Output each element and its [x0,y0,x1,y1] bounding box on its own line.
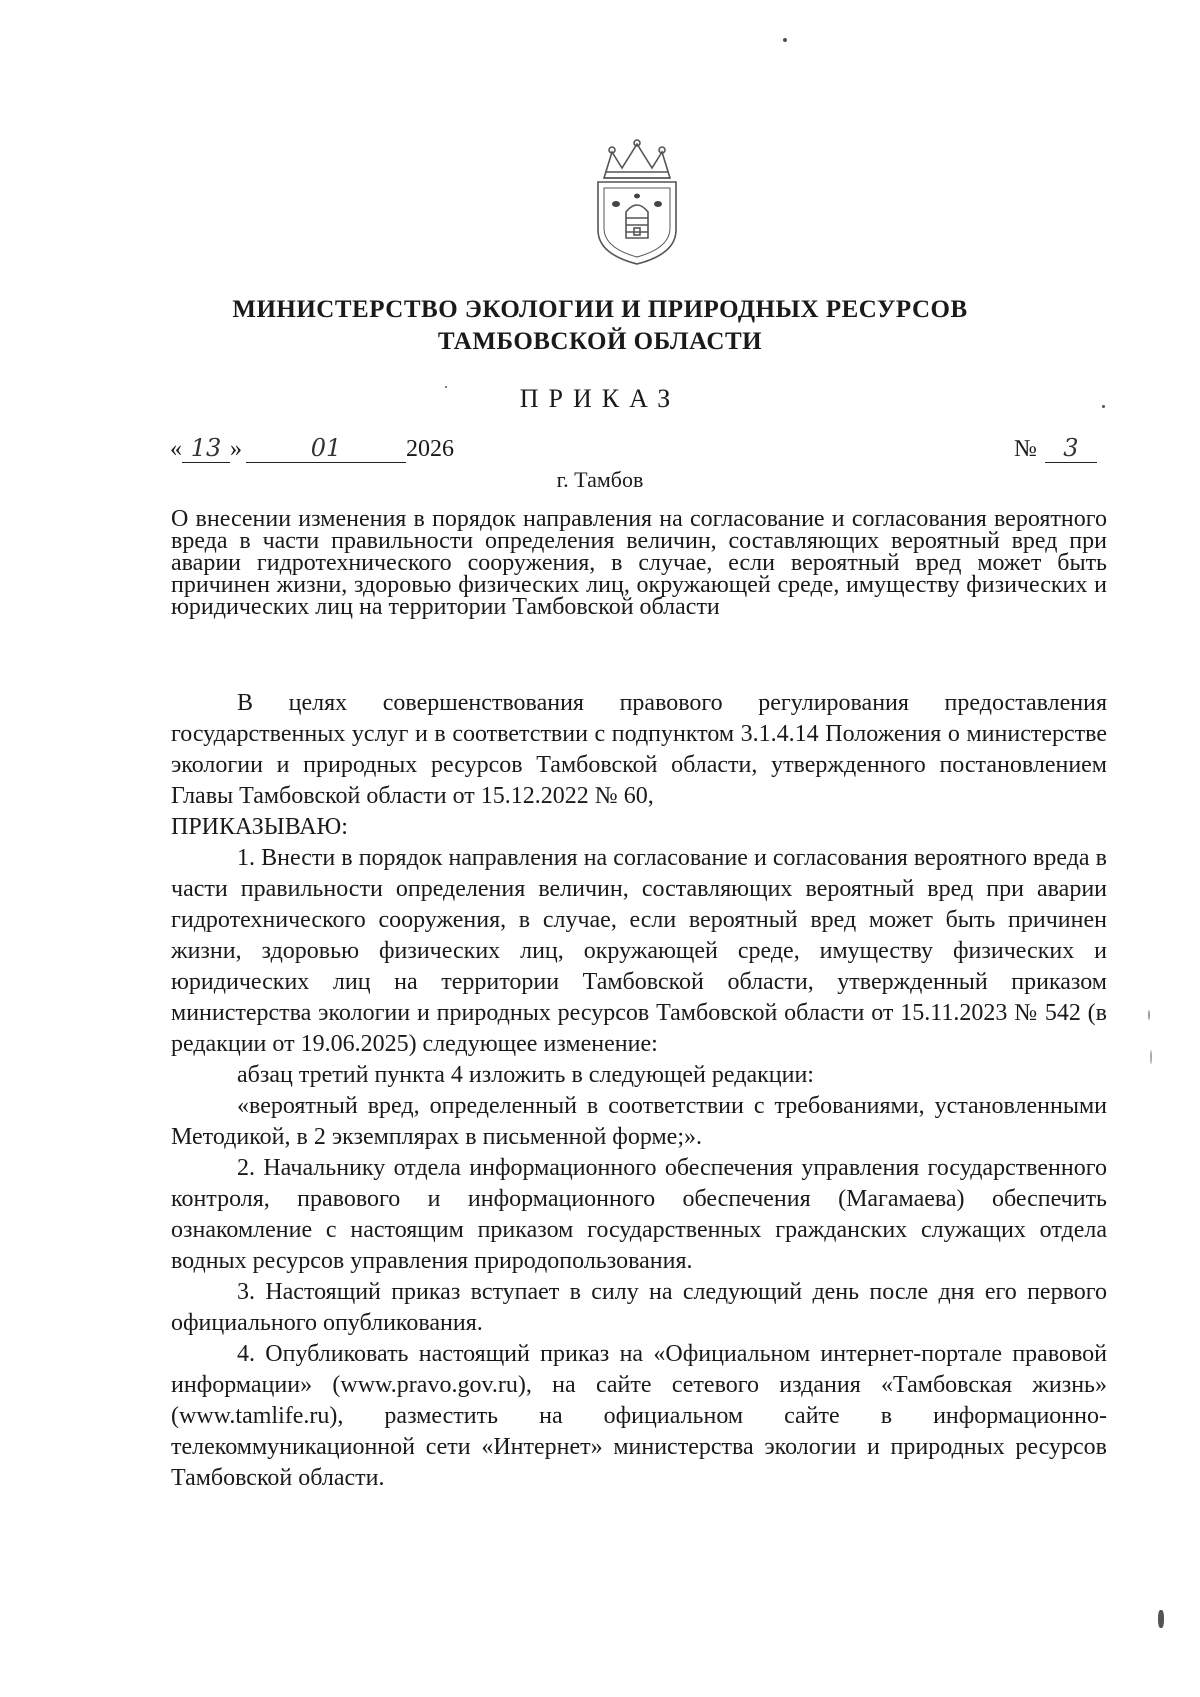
order-word: ПРИКАЗЫВАЮ: [171,814,348,840]
item-4-paragraph: 4. Опубликовать настоящий приказ на «Официальном интернет-портале правовой информации» (www.pravo.gov.ru), на сайте сетевого издания «Тамбовская жизнь» (www.tamlife.ru), разместить на официальном сайте в информационно-телекоммуникационной сети «Интернет» министерства экологии и природных ресурсов Тамбовской области. [171,1341,1107,1491]
date-day: 13 [182,434,230,463]
item-1-subparagraph-a: абзац третий пункта 4 изложить в следующей редакции: [237,1062,814,1088]
ministry-name-line1: МИНИСТЕРСТВО ЭКОЛОГИИ И ПРИРОДНЫХ РЕСУРСОВ [232,296,968,323]
order-number [1014,434,1097,463]
order-subject: О внесении изменения в порядок направления на согласование и согласования вероятного вреда в части правильности определения величин, составляющих вероятный вред при аварии гидротехнического сооружения, в случае, если вероятный вред может быть причинен жизни, здоровью физических лиц, окружающей среде, имуществу физических и юридических лиц на территории Тамбовской области [171,506,1107,620]
city: г. Тамбов [556,467,644,492]
preamble-paragraph: В целях совершенствования правового регулирования предоставления государственных услуг и в соответствии с подпунктом 3.1.4.14 Положения о министерстве экологии и природных ресурсов Тамбовской области, утвержденного постановлением Главы Тамбовской области от 15.12.2022 № 60, [171,690,1107,809]
item-2-paragraph: 2. Начальнику отдела информационного обеспечения управления государственного контроля, правового и информационного обеспечения (Магамаева) обеспечить ознакомление с настоящим приказом государственных гражданских служащих отдела водных ресурсов управления природопользования. [171,1155,1107,1274]
item-3-paragraph: 3. Настоящий приказ вступает в силу на следующий день после дня его первого официального опубликования. [171,1279,1107,1336]
coat-of-arms-icon [582,138,692,268]
document-type-title: ПРИКАЗ [519,384,681,413]
order-number-value: 3 [1045,434,1097,463]
order-body [171,688,1107,1494]
date-year: 2026 [406,436,454,462]
item-1-paragraph: 1. Внести в порядок направления на согласование и согласования вероятного вреда в части правильности определения величин, составляющих вероятный вред при аварии гидротехнического сооружения, в случае, если вероятный вред может быть причинен жизни, здоровью физических лиц, окружающей среде, имуществу физических и юридических лиц на территории Тамбовской области, утвержденный приказом министерства экологии и природных ресурсов Тамбовской области от 15.11.2023 № 542 (в редакции от 19.06.2025) следующее изменение: [171,845,1107,1057]
date-close-quote: » [230,436,242,462]
number-sign: № [1014,436,1037,462]
order-date [170,434,454,463]
date-open-quote: « [170,436,182,462]
item-1-subparagraph-b: «вероятный вред, определенный в соответствии с требованиями, установленными Методикой, в 2 экземплярах в письменной форме;». [171,1093,1107,1150]
ministry-name-line2: ТАМБОВСКОЙ ОБЛАСТИ [437,328,763,355]
date-month: 01 [246,434,406,463]
